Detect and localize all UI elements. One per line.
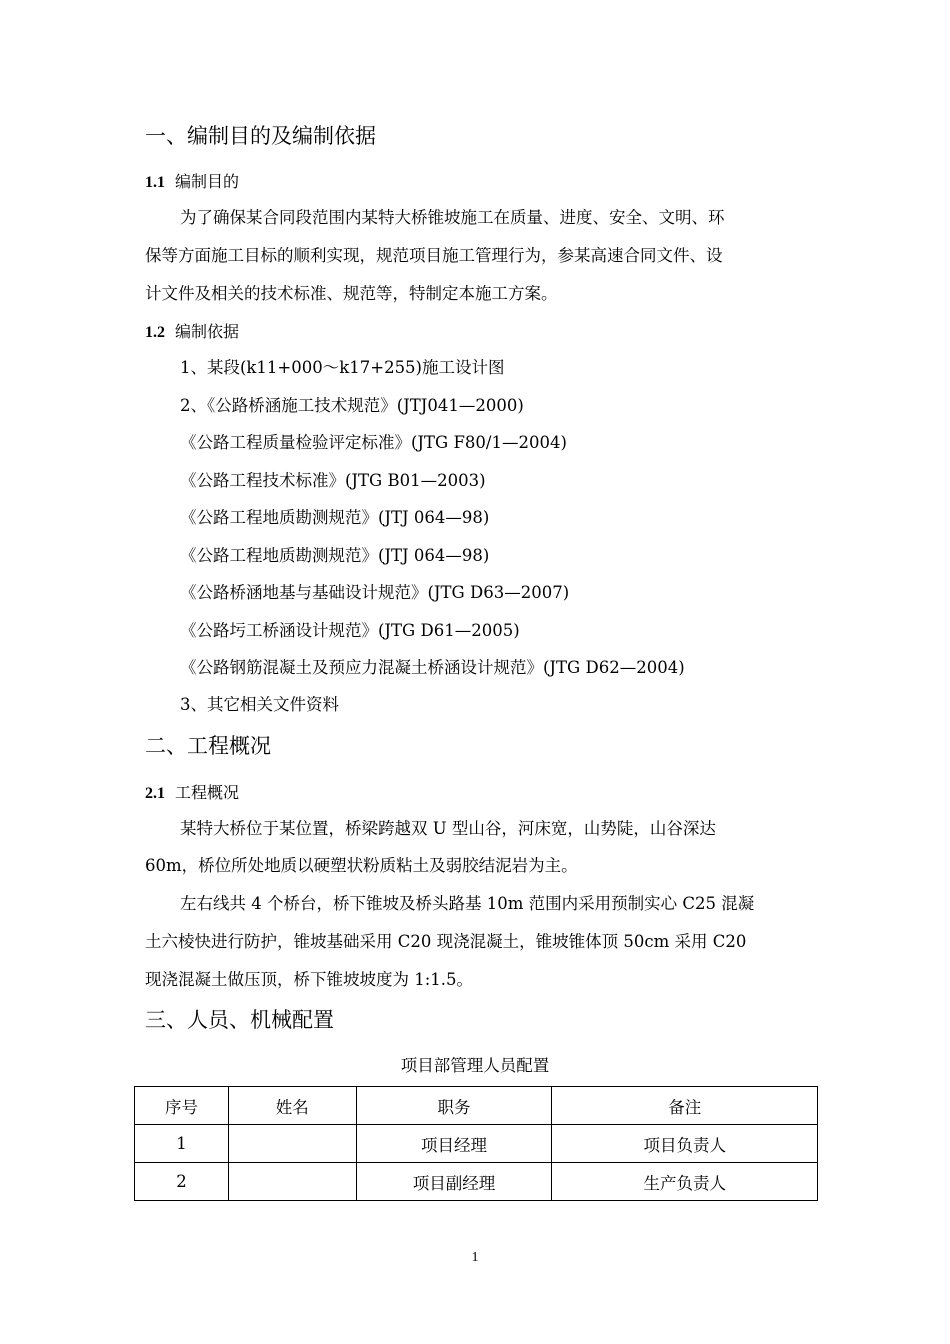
table-row bbox=[135, 1125, 818, 1163]
section-2-title: 二、工程概况 bbox=[145, 734, 271, 758]
subsection-title: 编制目的 bbox=[175, 172, 240, 191]
reference-item: 1、某段(k11+000～k17+255)施工设计图 bbox=[180, 358, 505, 377]
table-cell: 项目负责人 bbox=[552, 1125, 818, 1163]
reference-item: 《公路圬工桥涵设计规范》(JTG D61—2005) bbox=[180, 621, 520, 640]
paragraph-line: 计文件及相关的技术标准、规范等，特制定本施工方案。 bbox=[145, 284, 558, 303]
subsection-title: 工程概况 bbox=[175, 783, 240, 802]
paragraph-line: 土六棱快进行防护，锥坡基础采用 C20 现浇混凝土，锥坡锥体顶 50cm 采用 C20 bbox=[145, 932, 747, 951]
reference-item: 《公路桥涵地基与基础设计规范》(JTG D63—2007) bbox=[180, 583, 570, 602]
paragraph-line: 保等方面施工目标的顺利实现，规范项目施工管理行为，参某高速合同文件、设 bbox=[145, 246, 723, 265]
section-3-title: 三、人员、机械配置 bbox=[145, 1008, 334, 1032]
page-number: 1 bbox=[471, 1250, 479, 1265]
table-header-row bbox=[135, 1087, 818, 1125]
subsection-number: 1.1 bbox=[145, 174, 165, 191]
table-cell: 2 bbox=[135, 1163, 229, 1201]
table-cell: 项目经理 bbox=[356, 1125, 552, 1163]
table-cell: 生产负责人 bbox=[552, 1163, 818, 1201]
section-1-title: 一、编制目的及编制依据 bbox=[145, 124, 376, 148]
reference-item: 《公路钢筋混凝土及预应力混凝土桥涵设计规范》(JTG D62—2004) bbox=[180, 658, 685, 677]
reference-item: 《公路工程质量检验评定标准》(JTG F80/1—2004) bbox=[180, 433, 567, 452]
subsection-number: 1.2 bbox=[145, 324, 165, 341]
table-cell bbox=[228, 1125, 356, 1163]
column-header: 职务 bbox=[356, 1087, 552, 1125]
paragraph-line: 某特大桥位于某位置，桥梁跨越双 U 型山谷，河床宽，山势陡，山谷深达 bbox=[180, 819, 716, 838]
column-header: 姓名 bbox=[228, 1087, 356, 1125]
paragraph-line: 现浇混凝土做压顶，桥下锥坡坡度为 1:1.5。 bbox=[145, 970, 474, 989]
subsection-title: 编制依据 bbox=[175, 322, 240, 341]
reference-item: 《公路工程地质勘测规范》(JTJ 064—98) bbox=[180, 508, 490, 527]
subsection-1-2-heading bbox=[145, 321, 239, 344]
staff-table bbox=[134, 1086, 818, 1201]
reference-item: 《公路工程地质勘测规范》(JTJ 064—98) bbox=[180, 546, 490, 565]
table-caption: 项目部管理人员配置 bbox=[400, 1056, 550, 1075]
reference-item: 3、其它相关文件资料 bbox=[180, 695, 339, 714]
paragraph-line: 左右线共 4 个桥台，桥下锥坡及桥头路基 10m 范围内采用预制实心 C25 混凝 bbox=[180, 894, 755, 913]
subsection-1-1-heading bbox=[145, 171, 239, 194]
subsection-2-1-heading bbox=[145, 782, 239, 805]
table-cell: 1 bbox=[135, 1125, 229, 1163]
table-cell bbox=[228, 1163, 356, 1201]
subsection-number: 2.1 bbox=[145, 785, 165, 802]
column-header: 备注 bbox=[552, 1087, 818, 1125]
paragraph-line: 60m，桥位所处地质以硬塑状粉质粘土及弱胶结泥岩为主。 bbox=[145, 856, 578, 875]
paragraph-line: 为了确保某合同段范围内某特大桥锥坡施工在质量、进度、安全、文明、环 bbox=[180, 208, 725, 227]
reference-item: 《公路工程技术标准》(JTG B01—2003) bbox=[180, 471, 486, 490]
reference-item: 2、《公路桥涵施工技术规范》(JTJ041—2000) bbox=[180, 396, 524, 415]
column-header: 序号 bbox=[135, 1087, 229, 1125]
table-row bbox=[135, 1163, 818, 1201]
table-cell: 项目副经理 bbox=[356, 1163, 552, 1201]
